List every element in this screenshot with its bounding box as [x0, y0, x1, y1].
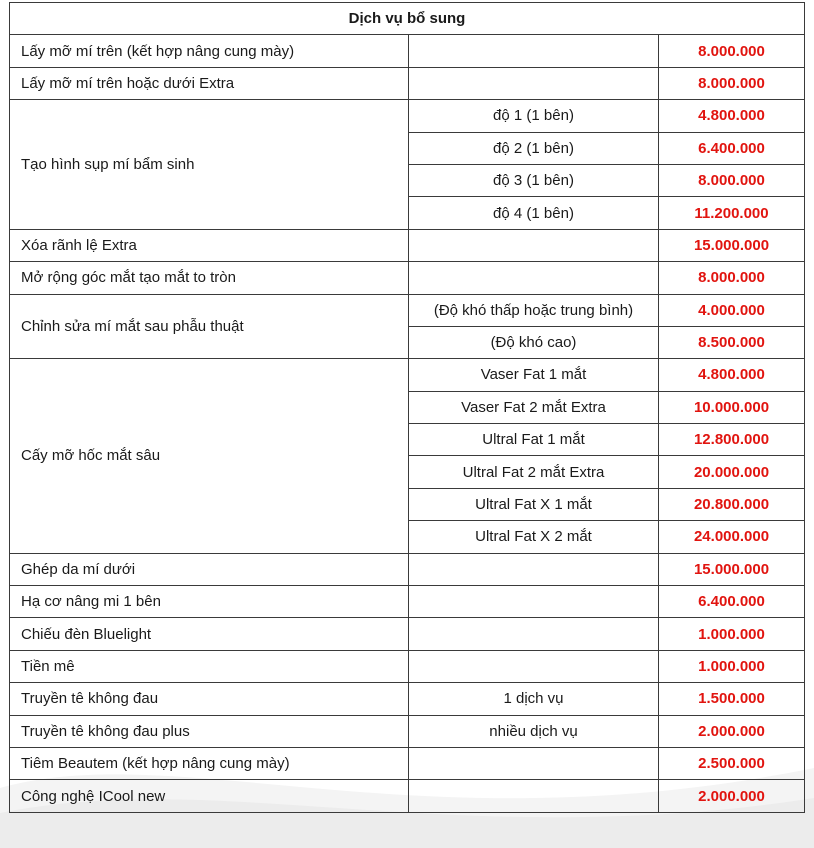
service-name-cell: Hạ cơ nâng mi 1 bên — [10, 586, 409, 618]
service-name-cell: Truyền tê không đau — [10, 683, 409, 715]
table-row — [10, 747, 805, 779]
option-cell — [409, 650, 659, 682]
service-name-cell: Lấy mỡ mí trên hoặc dưới Extra — [10, 67, 409, 99]
table-row — [10, 780, 805, 812]
table-header-row — [10, 3, 805, 35]
option-cell — [409, 553, 659, 585]
service-name-cell: Cấy mỡ hốc mắt sâu — [10, 359, 409, 553]
service-name-cell: Mở rộng góc mắt tạo mắt to tròn — [10, 262, 409, 294]
price-cell: 8.000.000 — [659, 164, 805, 196]
option-cell — [409, 262, 659, 294]
price-cell: 8.000.000 — [659, 67, 805, 99]
price-cell: 11.200.000 — [659, 197, 805, 229]
service-name-cell: Xóa rãnh lệ Extra — [10, 229, 409, 261]
table-row — [10, 262, 805, 294]
option-cell — [409, 67, 659, 99]
table-row — [10, 35, 805, 67]
table-row — [10, 715, 805, 747]
service-name-cell: Ghép da mí dưới — [10, 553, 409, 585]
option-cell — [409, 229, 659, 261]
table-row — [10, 650, 805, 682]
service-name-cell: Lấy mỡ mí trên (kết hợp nâng cung mày) — [10, 35, 409, 67]
option-cell: Ultral Fat 1 mắt — [409, 424, 659, 456]
option-cell: độ 2 (1 bên) — [409, 132, 659, 164]
option-cell: độ 3 (1 bên) — [409, 164, 659, 196]
service-name-cell: Công nghệ ICool new — [10, 780, 409, 812]
price-cell: 4.800.000 — [659, 359, 805, 391]
price-cell: 8.500.000 — [659, 326, 805, 358]
price-cell: 6.400.000 — [659, 132, 805, 164]
price-cell: 8.000.000 — [659, 262, 805, 294]
option-cell: độ 1 (1 bên) — [409, 100, 659, 132]
service-name-cell: Tạo hình sụp mí bẩm sinh — [10, 100, 409, 230]
price-cell: 1.000.000 — [659, 650, 805, 682]
option-cell — [409, 35, 659, 67]
option-cell — [409, 747, 659, 779]
price-cell: 2.500.000 — [659, 747, 805, 779]
option-cell: Ultral Fat X 2 mắt — [409, 521, 659, 553]
service-name-cell: Chỉnh sửa mí mắt sau phẫu thuật — [10, 294, 409, 359]
option-cell: Ultral Fat 2 mắt Extra — [409, 456, 659, 488]
option-cell: nhiều dịch vụ — [409, 715, 659, 747]
option-cell — [409, 780, 659, 812]
price-cell: 12.800.000 — [659, 424, 805, 456]
price-cell: 1.000.000 — [659, 618, 805, 650]
table-row — [10, 618, 805, 650]
option-cell: (Độ khó cao) — [409, 326, 659, 358]
price-cell: 24.000.000 — [659, 521, 805, 553]
option-cell: (Độ khó thấp hoặc trung bình) — [409, 294, 659, 326]
table-row — [10, 67, 805, 99]
table-title: Dịch vụ bổ sung — [10, 3, 805, 35]
service-name-cell: Chiếu đèn Bluelight — [10, 618, 409, 650]
service-name-cell: Truyền tê không đau plus — [10, 715, 409, 747]
option-cell — [409, 618, 659, 650]
price-cell: 2.000.000 — [659, 715, 805, 747]
price-cell: 20.000.000 — [659, 456, 805, 488]
price-cell: 15.000.000 — [659, 553, 805, 585]
price-cell: 8.000.000 — [659, 35, 805, 67]
table-row — [10, 683, 805, 715]
table-row — [10, 229, 805, 261]
price-cell: 15.000.000 — [659, 229, 805, 261]
option-cell — [409, 586, 659, 618]
price-cell: 1.500.000 — [659, 683, 805, 715]
table-row — [10, 359, 805, 391]
option-cell: Vaser Fat 2 mắt Extra — [409, 391, 659, 423]
price-cell: 4.000.000 — [659, 294, 805, 326]
price-cell: 20.800.000 — [659, 488, 805, 520]
option-cell: 1 dịch vụ — [409, 683, 659, 715]
price-cell: 10.000.000 — [659, 391, 805, 423]
table-row — [10, 553, 805, 585]
price-cell: 2.000.000 — [659, 780, 805, 812]
table-row — [10, 100, 805, 132]
price-cell: 4.800.000 — [659, 100, 805, 132]
table-row — [10, 294, 805, 326]
service-name-cell: Tiền mê — [10, 650, 409, 682]
option-cell: Vaser Fat 1 mắt — [409, 359, 659, 391]
service-name-cell: Tiêm Beautem (kết hợp nâng cung mày) — [10, 747, 409, 779]
price-cell: 6.400.000 — [659, 586, 805, 618]
option-cell: Ultral Fat X 1 mắt — [409, 488, 659, 520]
price-table — [9, 2, 805, 813]
table-row — [10, 586, 805, 618]
option-cell: độ 4 (1 bên) — [409, 197, 659, 229]
